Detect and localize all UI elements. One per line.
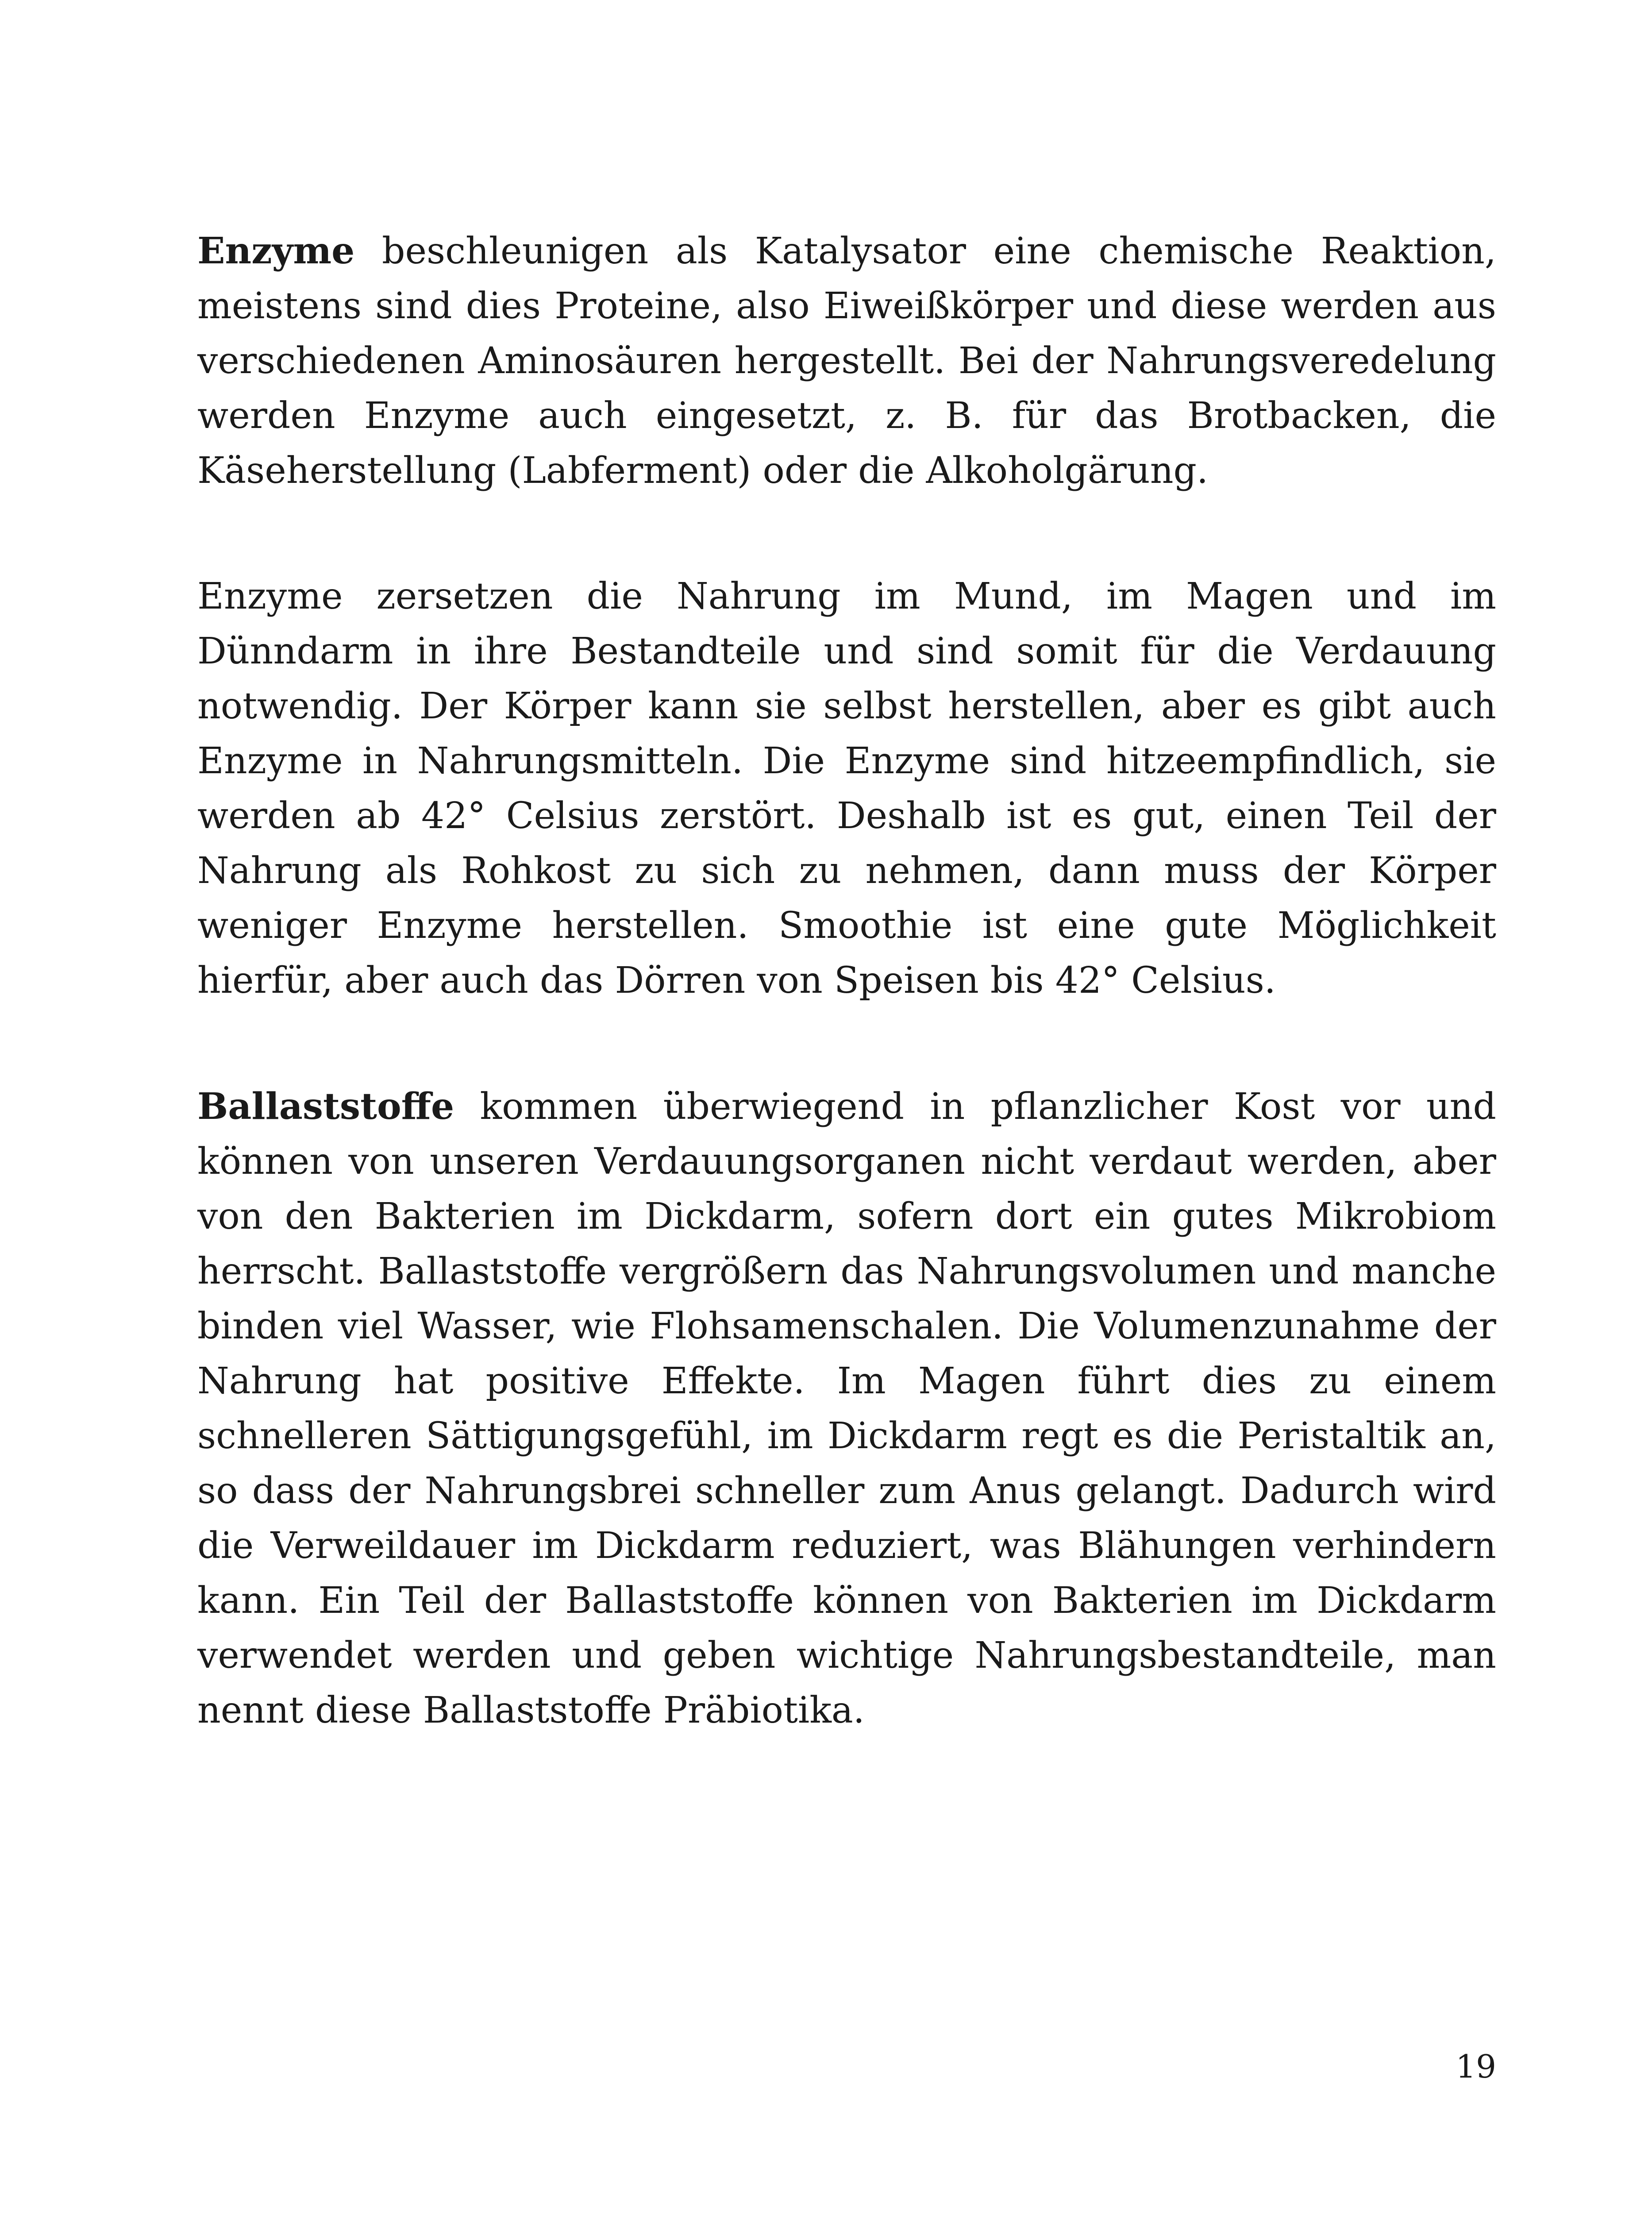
paragraph-text: Enzyme zersetzen die Nahrung im Mund, im Magen und im Dünndarm in ihre Bestandteile und sind somit für die Verdauung notwendig. Der Körper kann sie selbst herstellen, aber es gibt auch Enzyme in Nahrungsmitteln. Die Enzyme sind hitzeempfindlich, sie werden ab 42° Celsius zerstört. Deshalb ist es gut, einen Teil der Nahrung als Rohkost zu sich zu nehmen, dann muss der Körper weniger Enzyme herstellen. Smoothie ist eine gute Möglichkeit hierfür, aber auch das Dörren von Speisen bis 42° Celsius. [197, 575, 1496, 1002]
paragraph-text: kommen überwiegend in pflanzlicher Kost vor und können von unseren Verdauungsorganen nicht verdaut werden, aber von den Bakterien im Dickdarm, sofern dort ein gutes Mikrobiom herrscht. Ballaststoffe vergrößern das Nahrungsvolumen und manche binden viel Wasser, wie Flohsamenschalen. Die Volumenzunahme der Nahrung hat positive Effekte. Im Magen führt dies zu einem schnelleren Sättigungsgefühl, im Dickdarm regt es die Peristaltik an, so dass der Nahrungsbrei schneller zum Anus gelangt. Dadurch wird die Verweildauer im Dickdarm reduziert, was Blähungen verhindern kann. Ein Teil der Ballaststoffe können von Bakterien im Dickdarm verwendet werden und geben wichtige Nahrungsbestandteile, man nennt diese Ballaststoffe Präbiotika. [197, 1086, 1496, 1731]
term-enzyme: Enzyme [197, 230, 355, 272]
page-number: 19 [1456, 2048, 1496, 2085]
paragraph-enzyme-digestion [197, 569, 1496, 1008]
paragraph-text: beschleunigen als Katalysator eine chemische Reaktion, meistens sind dies Proteine, also Eiweißkörper und diese werden aus verschiedenen Aminosäuren hergestellt. Bei der Nahrungsveredelung werden Enzyme auch eingesetzt, z. B. für das Brotbacken, die Käseherstellung (Labferment) oder die Alkoholgärung. [197, 230, 1496, 492]
paragraph-ballaststoffe [197, 1079, 1496, 1738]
paragraph-enzyme-definition [197, 224, 1496, 498]
term-ballaststoffe: Ballaststoffe [197, 1085, 454, 1128]
body-text [197, 224, 1496, 1809]
